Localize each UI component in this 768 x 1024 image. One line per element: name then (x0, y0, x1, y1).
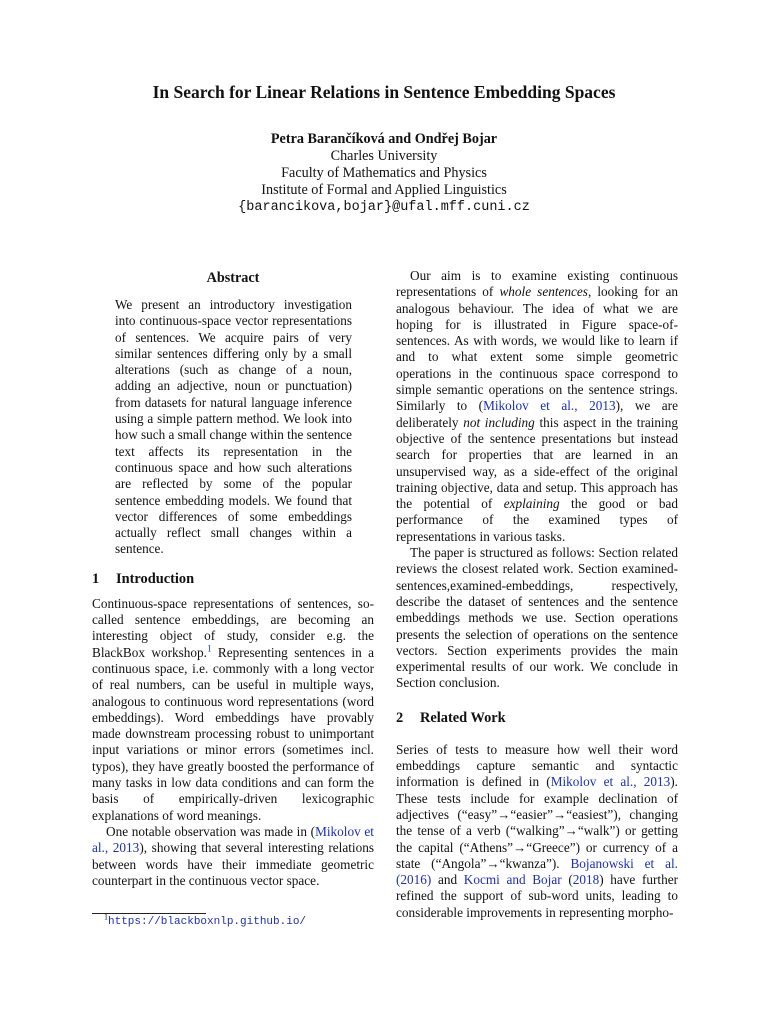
intro-text: ), showing that several interesting relations between words have their immediate geometric counterpart in the continuous vector space. (92, 840, 374, 888)
body-text: Series of tests to measure how well their word embeddings capture semantic and syntactic information is defined in ( (396, 741, 678, 790)
body-text: , looking for an analogous behaviour. The idea of what we are hoping for is illustrated in Figure space-of-sentences. As with words, we would like to learn if and to what extent some simple geometric operations in the continuous space correspond to simple semantic operations on the sentence strings. Similarly to ( (396, 284, 678, 414)
section-number: 1 (92, 570, 100, 587)
section-number: 2 (396, 709, 404, 726)
author-names: Petra Barančíková and Ondřej Bojar (270, 131, 498, 147)
footnote-divider (92, 913, 206, 914)
citation-link[interactable]: Mikolov et al., 2013 (92, 823, 374, 856)
right-column (396, 268, 678, 921)
body-text: the good or bad performance of the examined types of representations in various tasks. (396, 496, 679, 544)
emphasis-text: whole sentences (499, 284, 588, 300)
footnote-marker-link[interactable]: 1 (206, 643, 212, 654)
abstract-text: We present an introductory investigation into continuous-space vector representations of sentences. We acquire pairs of very similar sentences differing only by a small alterations (such as change of a noun, adding an adjective, noun or punctuation) from datasets for natural language inference using a simple pattern method. We look into how such a small change within the sentence text affects its representation in the continuous space and how such alterations are reflected by some of the popular sentence embedding models. We found that vector differences of some embeddings actually reflect small changes within a sentence. (115, 297, 352, 557)
body-text: ( (561, 872, 573, 888)
affiliation-institute: Institute of Formal and Applied Linguistics (261, 182, 507, 198)
related-paragraph-1 (396, 742, 678, 921)
citation-link[interactable]: Mikolov et al., 2013 (550, 774, 671, 790)
body-text: ) have further refined the support of sub-word units, leading to considerable improvements in representing morpho- (396, 872, 678, 920)
citation-link[interactable]: Kocmi and Bojar (463, 872, 562, 888)
affiliation-faculty: Faculty of Mathematics and Physics (281, 165, 487, 181)
citation-link[interactable]: Mikolov et al., 2013 (483, 398, 616, 414)
intro-text: One notable observation was made in ( (106, 823, 316, 839)
emphasis-text: explaining (503, 496, 560, 512)
intro-paragraph-3 (396, 268, 678, 545)
body-text: ). These tests include for example declination of adjectives (“easy”→“easier”→“easiest”), changing the tense of a verb (“walking”→“walk”) or getting the capital (“Athens”→“Greece”) or currency of a state (“Angola”→“kwanza”). (396, 774, 678, 871)
body-text: and (431, 872, 464, 888)
author-email: {barancikova,bojar}@ufal.mff.cuni.cz (238, 200, 530, 215)
intro-paragraph-4: The paper is structured as follows: Section related reviews the closest related work. Section examined-sentences,examined-embeddings, respectively, describe the dataset of sentences and the sentence embeddings methods we use. Section operations presents the selection of operations on the sentence vectors. Section experiments provides the main experimental results of our work. We conclude in Section conclusion. (396, 545, 678, 691)
section-title: Introduction (116, 570, 195, 587)
left-column (92, 268, 374, 889)
intro-paragraph-2 (92, 824, 374, 889)
intro-text: Representing sentences in a continuous space, i.e. commonly with a long vector of real numbers, can be useful in multiple ways, analogous to continuous word representations (word embeddings). Word embeddings have provably made downstream processing robust to unimportant input variations or minor errors (sometimes incl. typos), they have greatly boosted the performance of many tasks in low data conditions and can form the basis of empirically-driven lexicographic explanations of word meanings. (92, 644, 374, 823)
section-title: Related Work (420, 709, 506, 726)
intro-text: Continuous-space representations of sentences, so-called sentence embeddings, are becoming an interesting object of study, consider e.g. the BlackBox workshop. (92, 595, 374, 660)
author-block (0, 131, 768, 216)
footnote-url-link[interactable]: https://blackboxnlp.github.io/ (108, 916, 307, 928)
section-heading-introduction (92, 570, 374, 588)
footnote-number: 1 (104, 912, 108, 922)
footnote (104, 912, 307, 928)
intro-paragraph-1 (92, 596, 374, 824)
abstract-heading: Abstract (206, 270, 260, 286)
section-heading-related-work (396, 709, 678, 727)
paper-title: In Search for Linear Relations in Sentence Embedding Spaces (152, 82, 616, 102)
body-text: Our aim is to examine existing continuous representations of (396, 268, 678, 300)
emphasis-text: not including (463, 414, 535, 430)
affiliation-university: Charles University (330, 148, 438, 164)
body-text: ), we are deliberately (396, 398, 678, 430)
body-text: this aspect in the training objective of the sentence presentations but instead search for properties that are learned in an unsupervised way, as a side-effect of the original training objective, data and setup. This approach has the potential of (396, 414, 678, 512)
citation-link[interactable]: Bojanowski et al. (2016) (396, 855, 678, 888)
citation-link[interactable]: 2018 (572, 872, 600, 888)
